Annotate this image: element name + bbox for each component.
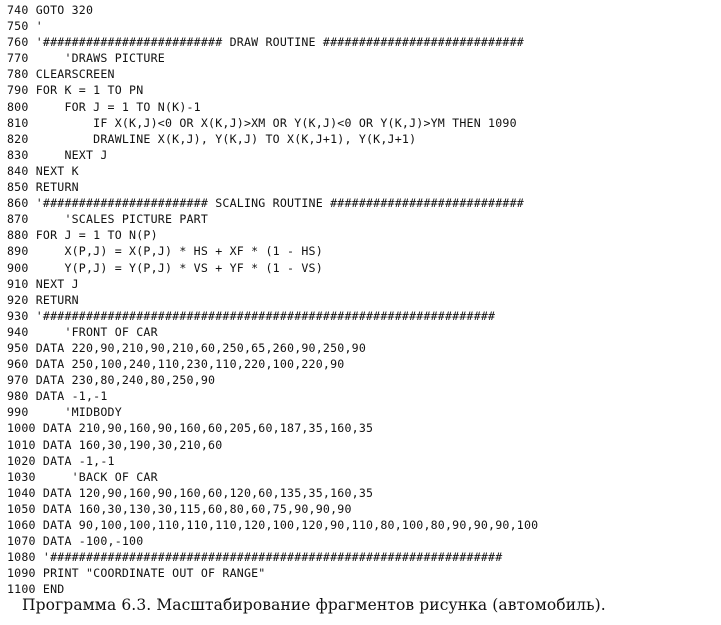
code-line: 770 'DRAWS PICTURE <box>7 51 165 66</box>
code-line: 1010 DATA 160,30,190,30,210,60 <box>7 437 223 452</box>
code-line: 1100 END <box>7 582 65 597</box>
code-line: 810 IF X(K,J)<0 OR X(K,J)>XM OR Y(K,J)<0 OR Y(K,J)>YM THEN 1090 <box>7 115 517 130</box>
code-line: 740 GOTO 320 <box>7 3 94 17</box>
code-line: 800 FOR J = 1 TO N(K)-1 <box>7 99 201 114</box>
code-line: 980 DATA -1,-1 <box>7 389 108 404</box>
code-line: 1070 DATA -100,-100 <box>7 534 144 549</box>
code-line: 1020 DATA -1,-1 <box>7 453 115 468</box>
code-line: 750 ' <box>7 19 43 34</box>
code-line: 820 DRAWLINE X(K,J), Y(K,J) TO X(K,J+1), Y(K,J+1) <box>7 131 417 146</box>
code-line: 930 '############################################################### <box>7 308 496 323</box>
code-line: 1080 '############################################################### <box>7 550 503 565</box>
code-line: 890 X(P,J) = X(P,J) * HS + XF * (1 - HS) <box>7 244 323 259</box>
code-line: 960 DATA 250,100,240,110,230,110,220,100,220,90 <box>7 357 345 372</box>
figure-caption: Программа 6.3. Масштабирование фрагментов рисунка (автомобиль). <box>22 596 606 614</box>
code-line: 860 '####################### SCALING ROUTINE ########################### <box>7 196 524 211</box>
code-line: 850 RETURN <box>7 180 79 195</box>
code-line: 950 DATA 220,90,210,90,210,60,250,65,260,90,250,90 <box>7 340 367 355</box>
code-line: 840 NEXT K <box>7 163 79 178</box>
code-line: 990 'MIDBODY <box>7 405 122 420</box>
code-line: 760 '######################### DRAW ROUTINE ############################ <box>7 35 524 50</box>
code-line: 940 'FRONT OF CAR <box>7 324 158 339</box>
code-line: 1060 DATA 90,100,100,110,110,110,120,100,120,90,110,80,100,80,90,90,90,100 <box>7 518 539 532</box>
code-line: 920 RETURN <box>7 292 79 307</box>
basic-program-listing <box>7 2 719 597</box>
code-line: 1000 DATA 210,90,160,90,160,60,205,60,187,35,160,35 <box>7 421 374 436</box>
code-line: 790 FOR K = 1 TO PN <box>7 83 144 98</box>
code-line: 830 NEXT J <box>7 147 108 162</box>
code-line: 870 'SCALES PICTURE PART <box>7 212 209 227</box>
code-line: 780 CLEARSCREEN <box>7 67 115 82</box>
code-line: 1050 DATA 160,30,130,30,115,60,80,60,75,90,90,90 <box>7 501 352 516</box>
code-line: 1040 DATA 120,90,160,90,160,60,120,60,135,35,160,35 <box>7 485 374 500</box>
code-line: 910 NEXT J <box>7 276 79 291</box>
code-line: 1090 PRINT "COORDINATE OUT OF RANGE" <box>7 566 266 581</box>
code-line: 1030 'BACK OF CAR <box>7 469 158 484</box>
code-line: 970 DATA 230,80,240,80,250,90 <box>7 373 216 388</box>
code-line: 900 Y(P,J) = Y(P,J) * VS + YF * (1 - VS) <box>7 260 323 275</box>
code-line: 880 FOR J = 1 TO N(P) <box>7 228 158 243</box>
